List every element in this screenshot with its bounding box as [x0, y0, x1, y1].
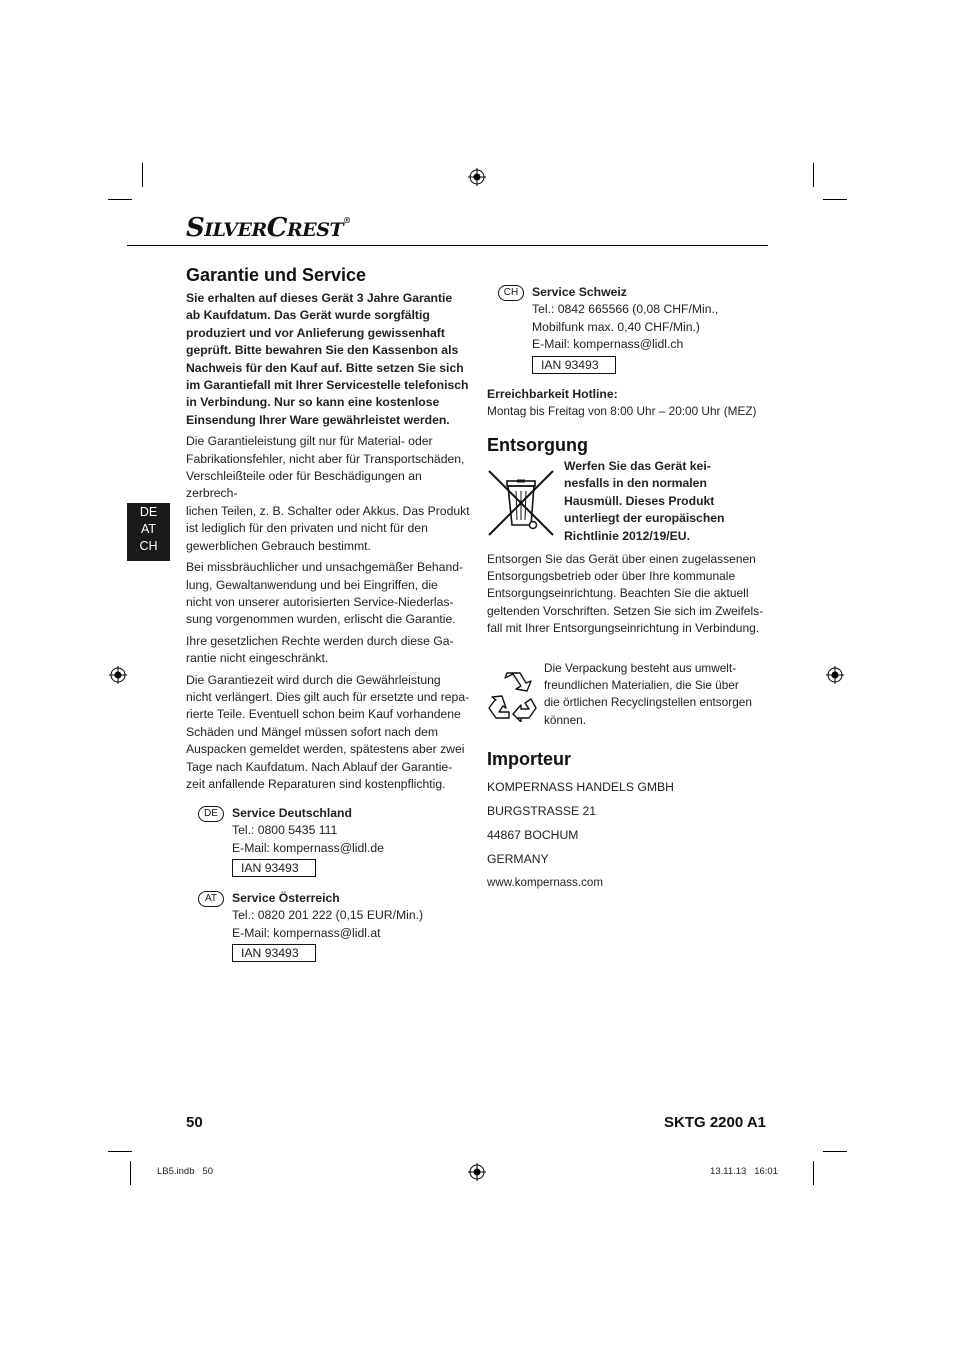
text-line: geprüft. Bitte bewahren Sie den Kassenbon als [186, 343, 459, 358]
service-title: Service Schweiz [532, 285, 627, 299]
service-title: Service Deutschland [232, 806, 352, 820]
address-line: GERMANY [487, 852, 549, 866]
hotline-text: Montag bis Freitag von 8:00 Uhr – 20:00 Uhr (MEZ) [487, 404, 757, 419]
text-line: Die Garantiezeit wird durch die Gewährleistung [186, 672, 441, 687]
text-line: in Verbindung. Nur so kann eine kostenlose [186, 395, 440, 410]
language-code: AT [140, 522, 157, 536]
registration-mark-icon [109, 666, 127, 684]
address-line: KOMPERNASS HANDELS GMBH [487, 780, 674, 794]
address-line: 44867 BOCHUM [487, 828, 579, 842]
text-line: lung, Gewaltanwendung und bei Eingriffen, die [186, 577, 438, 592]
language-tab [127, 503, 170, 561]
text-line: Die Verpackung besteht aus umwelt- [544, 661, 737, 675]
text-line: Entsorgungsbetrieb oder über Ihre kommunale [487, 569, 736, 584]
service-email: E-Mail: kompernass@lidl.ch [532, 337, 684, 352]
section-heading: Importeur [487, 749, 572, 769]
crop-mark [108, 1151, 132, 1152]
hotline-title: Erreichbarkeit Hotline: [487, 387, 618, 401]
crop-mark [823, 199, 847, 200]
text-line: nesfalls in den normalen [564, 476, 707, 491]
country-badge: DE [198, 806, 224, 822]
service-tel: Tel.: 0820 201 222 (0,15 EUR/Min.) [232, 908, 424, 923]
text-line: im Garantiefall mit Ihrer Servicestelle telefonisch [186, 378, 469, 393]
page-number: 50 [186, 1114, 203, 1131]
crop-mark [813, 1161, 814, 1185]
service-tel: Mobilfunk max. 0,40 CHF/Min.) [532, 319, 700, 334]
text-line: Entsorgen Sie das Gerät über einen zugelassenen [487, 552, 756, 566]
crop-mark [823, 1151, 847, 1152]
crop-mark [142, 163, 143, 187]
ian-box: IAN 93493 [232, 859, 316, 877]
crop-mark [108, 199, 132, 200]
text-line: Bei missbräuchlicher und unsachgemäßer Behand- [186, 560, 464, 575]
service-title: Service Österreich [232, 891, 340, 905]
text-line: gewerblichen Gebrauch bestimmt. [186, 538, 371, 553]
hotline [487, 386, 777, 421]
text-line: ab Kaufdatum. Das Gerät wurde sorgfältig [186, 308, 430, 323]
crossed-out-wheelie-bin-icon [487, 469, 555, 537]
country-badge: CH [498, 285, 524, 301]
text-line: nicht verlängert. Dies gilt auch für ersetzte und repa- [186, 689, 470, 704]
country-badge: AT [198, 891, 224, 907]
text-line: können. [544, 712, 586, 727]
registration-mark-icon [468, 1163, 486, 1181]
text-line: Einsendung Ihrer Ware gewährleistet werden. [186, 412, 450, 427]
text-line: rantie nicht eingeschränkt. [186, 651, 329, 666]
text-line: geltenden Vorschriften. Setzen Sie sich im Zweifels- [487, 603, 764, 618]
language-code: CH [139, 539, 158, 553]
importeur-address [487, 775, 777, 895]
text-line: rierte Teile. Eventuell schon beim Kauf vorhandene [186, 707, 461, 722]
header-rule [127, 245, 768, 246]
garantie-paragraph [186, 672, 471, 794]
text-line: die örtlichen Recyclingstellen entsorgen [544, 695, 752, 710]
print-slug-file: LB5.indb 50 [157, 1166, 213, 1177]
text-line: ist lediglich für den privaten und nicht für den [186, 521, 428, 536]
text-line: Hausmüll. Dieses Produkt [564, 493, 715, 508]
packaging-note [544, 660, 774, 729]
crop-mark [813, 163, 814, 187]
text-line: Schäden und Mängel müssen sofort nach dem [186, 724, 439, 739]
recycling-icon [487, 670, 539, 722]
ian-box: IAN 93493 [532, 356, 616, 374]
garantie-intro [186, 290, 471, 429]
text-line: Die Garantieleistung gilt nur für Material- oder [186, 434, 433, 449]
brand-logo: SILVERCREST® [186, 213, 351, 243]
garantie-section [186, 265, 471, 793]
website-link[interactable]: www.kompernass.com [487, 876, 603, 889]
registration-mark-icon [826, 666, 844, 684]
crop-mark [130, 1161, 131, 1185]
registration-mark-icon [468, 168, 486, 186]
model-number: SKTG 2200 A1 [664, 1114, 766, 1131]
entsorgung-paragraph [487, 551, 777, 637]
text-line: freundlichen Materialien, die Sie über [544, 678, 739, 693]
language-code: DE [139, 505, 158, 519]
text-line: Tage nach Kaufdatum. Nach Ablauf der Garantie- [186, 759, 453, 774]
section-heading: Entsorgung [487, 435, 588, 455]
text-line: Ihre gesetzlichen Rechte werden durch diese Ga- [186, 633, 454, 648]
service-email: E-Mail: kompernass@lidl.de [232, 840, 384, 855]
section-heading: Garantie und Service [186, 265, 367, 285]
service-tel: Tel.: 0842 665566 (0,08 CHF/Min., [532, 302, 719, 317]
text-line: lichen Teilen, z. B. Schalter oder Akkus. Das Produkt [186, 503, 470, 518]
garantie-paragraph [186, 559, 471, 629]
text-line: Sie erhalten auf dieses Gerät 3 Jahre Garantie [186, 291, 453, 305]
text-line: Richtlinie 2012/19/EU. [564, 528, 690, 543]
entsorgung-warning [564, 458, 774, 545]
text-line: Fabrikationsfehler, nicht aber für Transportschäden, [186, 451, 465, 466]
text-line: Auspacken gemeldet werden, spätestens aber zwei [186, 742, 465, 757]
text-line: fall mit Ihrer Entsorgungseinrichtung in Verbindung. [487, 620, 760, 635]
service-tel: Tel.: 0800 5435 111 [232, 823, 338, 838]
text-line: unterliegt der europäischen [564, 511, 725, 526]
text-line: produziert und vor Anlieferung gewissenhaft [186, 325, 445, 340]
garantie-paragraph [186, 633, 471, 668]
text-line: Verschleißteile oder für Beschädigungen an zerbrech- [186, 469, 422, 501]
print-slug-datetime: 13.11.13 16:01 [710, 1166, 778, 1177]
service-email: E-Mail: kompernass@lidl.at [232, 925, 381, 940]
text-line: Entsorgungseinrichtung. Beachten Sie die aktuell [487, 586, 749, 601]
text-line: zeit anfallende Reparaturen sind kostenpflichtig. [186, 776, 446, 791]
text-line: Nachweis für den Kauf auf. Bitte setzen Sie sich [186, 360, 464, 375]
ian-box: IAN 93493 [232, 944, 316, 962]
text-line: Werfen Sie das Gerät kei- [564, 459, 711, 473]
garantie-paragraph [186, 433, 471, 555]
address-line: BURGSTRASSE 21 [487, 804, 597, 818]
text-line: sung vorgenommen wurden, erlischt die Garantie. [186, 612, 456, 627]
text-line: nicht von unserer autorisierten Service-Niederlas- [186, 594, 454, 609]
